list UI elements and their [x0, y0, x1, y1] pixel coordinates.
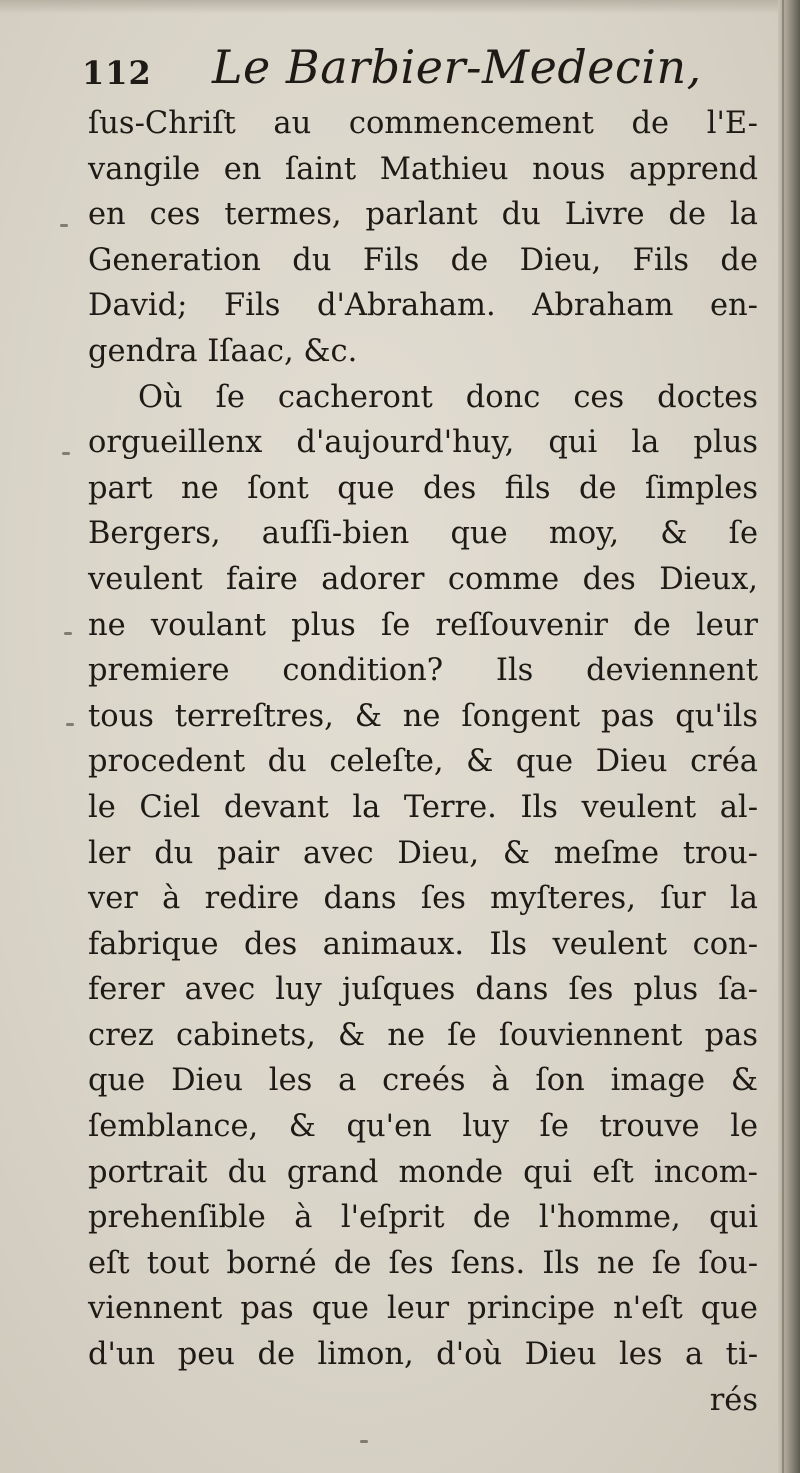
text-line: que Dieu les a creés à ſon image &: [88, 1063, 758, 1099]
page-number: 112: [82, 54, 152, 92]
text-line: ver à redire dans ſes myſteres, ſur la: [88, 881, 758, 917]
text-line: vangile en ſaint Mathieu nous apprend: [88, 151, 758, 187]
body-text: [88, 101, 758, 1423]
print-speck: [360, 1440, 368, 1443]
text-line: David; Fils d'Abraham. Abraham en-: [88, 288, 758, 324]
text-line: fabrique des animaux. Ils veulent con-: [88, 926, 758, 962]
running-title: Le Barbier-Medecin,: [212, 40, 702, 94]
print-speck: [62, 452, 70, 455]
text-line: ne voulant plus ſe reſſouvenir de leur: [88, 607, 758, 643]
catchword: rés: [709, 1382, 758, 1418]
text-line: ſus-Chriſt au commencement de l'E-: [88, 106, 758, 141]
text-line: eſt tout borné de ſes ſens. Ils ne ſe ſou-: [88, 1245, 758, 1281]
text-line: viennent pas que leur principe n'eſt que: [88, 1291, 758, 1327]
text-line: crez cabinets, & ne ſe ſouviennent pas: [88, 1017, 758, 1053]
text-line: Generation du Fils de Dieu, Fils de: [88, 242, 758, 278]
text-line: Bergers, auſſi-bien que moy, & ſe: [88, 516, 758, 552]
print-speck: [64, 632, 72, 635]
text-line: portrait du grand monde qui eſt incom-: [88, 1154, 758, 1190]
text-line: orgueillenx d'aujourd'huy, qui la plus: [88, 425, 758, 461]
gutter-fold-line: [782, 0, 784, 1473]
page-top-shadow: [0, 0, 778, 14]
text-line: ſemblance, & qu'en luy ſe trouve le: [88, 1109, 758, 1145]
text-line: gendra Iſaac, &c.: [88, 333, 358, 369]
text-line: premiere condition? Ils deviennent: [88, 653, 758, 689]
text-line: veulent faire adorer comme des Dieux,: [88, 561, 758, 597]
text-line: prehenſible à l'eſprit de l'homme, qui: [88, 1200, 758, 1236]
text-line: d'un peu de limon, d'où Dieu les a ti-: [88, 1337, 758, 1373]
text-line: procedent du celeſte, & que Dieu créa: [88, 744, 758, 780]
text-line: le Ciel devant la Terre. Ils veulent al-: [88, 789, 758, 825]
print-speck: [66, 723, 74, 726]
text-line: Où ſe cacheront donc ces doctes: [138, 379, 758, 415]
text-line: ler du pair avec Dieu, & meſme trou-: [88, 835, 758, 871]
page-header: [82, 40, 702, 102]
text-line: ferer avec luy juſques dans ſes plus ſa-: [88, 972, 758, 1008]
text-line: en ces termes, parlant du Livre de la: [88, 197, 758, 233]
print-speck: [60, 224, 68, 227]
text-line: tous terreſtres, & ne ſongent pas qu'ils: [88, 698, 758, 734]
text-line: part ne ſont que des fils de ſimples: [88, 470, 758, 506]
